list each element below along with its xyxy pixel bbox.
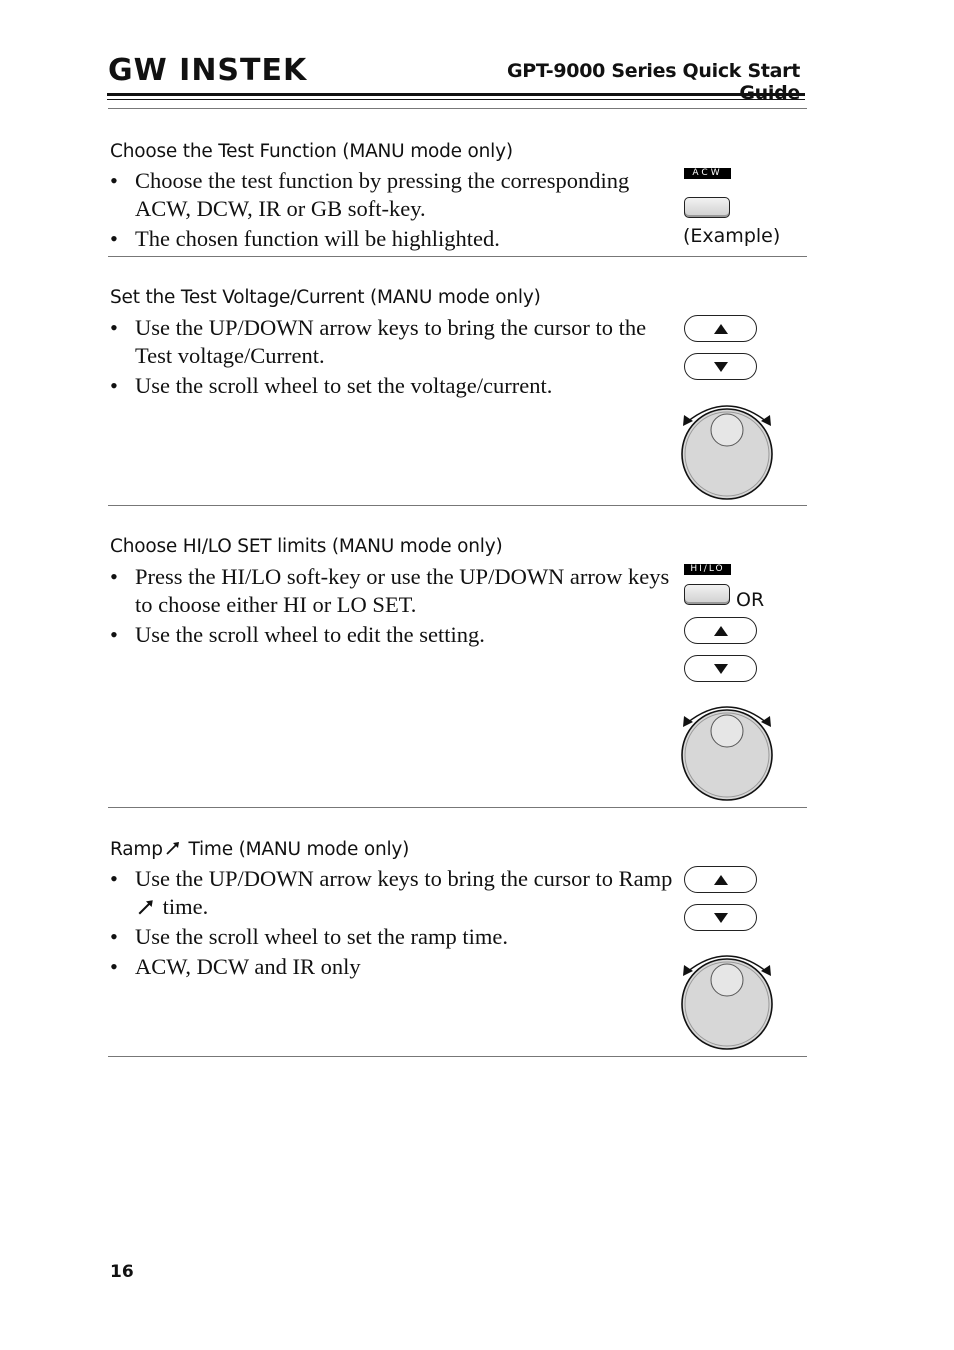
hilo-softkey-button[interactable] <box>684 584 730 605</box>
bullet-list-test-voltage <box>108 314 688 402</box>
down-arrow-icon <box>714 664 728 674</box>
acw-softkey-button[interactable] <box>684 197 730 218</box>
down-arrow-key[interactable] <box>684 655 757 682</box>
document-title: GPT-9000 Series Quick Start <box>507 60 800 82</box>
up-arrow-key[interactable] <box>684 315 757 342</box>
down-arrow-key[interactable] <box>684 353 757 380</box>
list-item: • Use the scroll wheel to set the ramp time. <box>108 923 688 951</box>
section-title-hilo-limits: Choose HI/LO SET limits (MANU mode only) <box>110 536 503 557</box>
ramp-up-icon <box>165 840 181 856</box>
scroll-wheel[interactable] <box>679 398 775 502</box>
ramp-time-label: Time (MANU mode only) <box>188 839 410 860</box>
section-title-test-voltage: Set the Test Voltage/Current (MANU mode only) <box>110 287 541 308</box>
list-item: • Use the UP/DOWN arrow keys to bring the cursor to the Test voltage/Current. <box>108 314 688 370</box>
or-text: OR <box>736 589 765 611</box>
scroll-wheel[interactable] <box>679 699 775 803</box>
scroll-wheel-icon <box>679 398 775 502</box>
bullet-list-test-function <box>108 167 688 255</box>
bullet-list-hilo-limits <box>108 563 688 651</box>
up-arrow-icon <box>714 626 728 636</box>
list-item: • ACW, DCW and IR only <box>108 953 688 981</box>
down-arrow-icon <box>714 913 728 923</box>
down-arrow-key[interactable] <box>684 904 757 931</box>
section-divider <box>108 256 807 257</box>
header-rule-thin <box>107 99 805 100</box>
list-item: • The chosen function will be highlighted. <box>108 225 688 253</box>
example-caption: (Example) <box>683 225 781 247</box>
list-item: • Press the HI/LO soft-key or use the UP/DOWN arrow keys to choose either HI or LO SET. <box>108 563 688 619</box>
page-number: 16 <box>110 1262 134 1282</box>
acw-softkey-label: ACW <box>684 168 731 179</box>
list-item: • Use the scroll wheel to edit the setting. <box>108 621 688 649</box>
gw-instek-logo <box>108 53 308 88</box>
svg-text:GW INSTEK: GW INSTEK <box>108 53 308 88</box>
scroll-wheel-icon <box>679 699 775 803</box>
ramp-label: Ramp <box>110 839 163 860</box>
list-item-text: time. <box>157 894 209 919</box>
hilo-softkey-label: HI/LO <box>684 564 731 575</box>
section-divider <box>108 807 807 808</box>
scroll-wheel-icon <box>679 948 775 1052</box>
up-arrow-icon <box>714 875 728 885</box>
ramp-up-icon <box>137 898 155 916</box>
section-divider <box>108 1056 807 1057</box>
list-item <box>108 865 688 921</box>
scroll-wheel[interactable] <box>679 948 775 1052</box>
list-item-text: Use the UP/DOWN arrow keys to bring the cursor to Ramp <box>135 866 673 891</box>
up-arrow-key[interactable] <box>684 866 757 893</box>
section-title-test-function: Choose the Test Function (MANU mode only) <box>110 141 513 162</box>
gw-instek-logo-graphic <box>108 53 308 88</box>
list-item: • Choose the test function by pressing the corresponding ACW, DCW, IR or GB soft-key. <box>108 167 688 223</box>
list-item: • Use the scroll wheel to set the voltage/current. <box>108 372 688 400</box>
section-divider <box>108 505 807 506</box>
up-arrow-icon <box>714 324 728 334</box>
bullet-list-ramp-time <box>108 865 688 983</box>
section-title-ramp-time <box>110 839 409 860</box>
down-arrow-icon <box>714 362 728 372</box>
header-rule-thick <box>107 93 805 96</box>
up-arrow-key[interactable] <box>684 617 757 644</box>
section-divider <box>108 108 807 109</box>
